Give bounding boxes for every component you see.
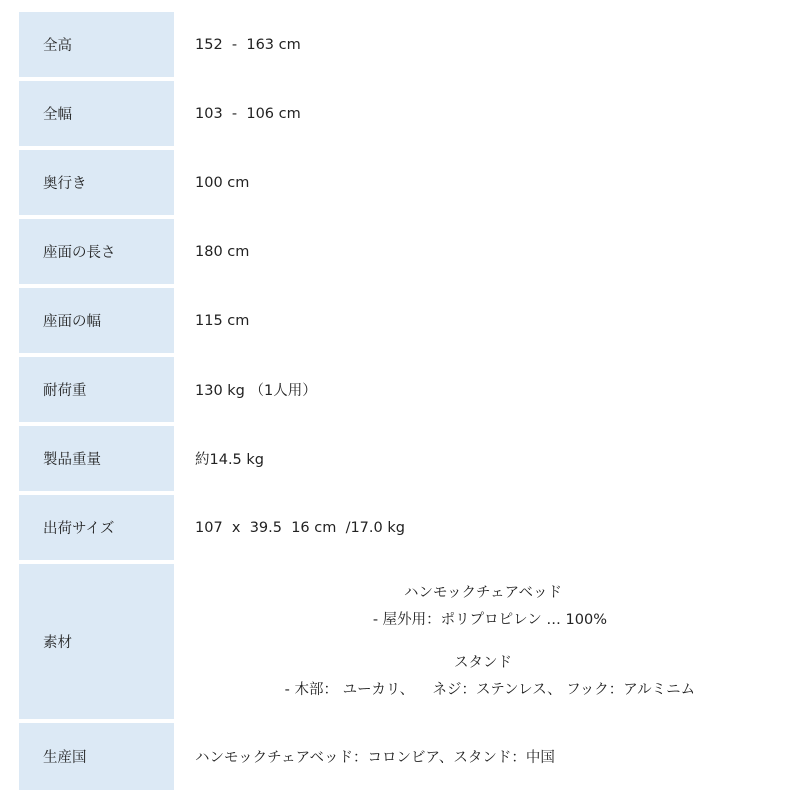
spec-row-width xyxy=(19,81,771,146)
spec-row-country-of-origin xyxy=(19,723,771,790)
spec-value: 180 cm xyxy=(195,243,250,260)
spec-row-seat-length xyxy=(19,219,771,284)
spec-table xyxy=(19,12,771,794)
spec-value: 107 x 39.5 16 cm /17.0 kg xyxy=(195,519,405,536)
spec-value: 103 - 106 cm xyxy=(195,105,301,122)
spec-row-product-weight xyxy=(19,426,771,491)
spec-value: 115 cm xyxy=(195,312,250,329)
spec-value: ハンモックチェアベッド：コロンビア、スタンド：中国 xyxy=(195,750,555,766)
spec-row-load-capacity xyxy=(19,357,771,422)
spec-label: 素材 xyxy=(19,564,174,719)
spec-label: 奥行き xyxy=(19,150,174,215)
spec-value: 130 kg （1人用） xyxy=(195,383,317,399)
material-stand-title: スタンド xyxy=(454,654,512,671)
spec-value: 約14.5 kg xyxy=(195,452,264,468)
spec-row-height xyxy=(19,12,771,77)
spec-label: 座面の長さ xyxy=(19,219,174,284)
spec-row-material xyxy=(19,564,771,719)
material-value xyxy=(174,564,771,719)
spec-label: 全高 xyxy=(19,12,174,77)
spec-row-seat-width xyxy=(19,288,771,353)
spec-label: 耐荷重 xyxy=(19,357,174,422)
material-stand-detail: - 木部： ユーカリ、 ネジ：ステンレス、 フック：アルミニム xyxy=(270,681,696,698)
material-hammock-title: ハンモックチェアベッド xyxy=(403,584,563,601)
spec-label: 生産国 xyxy=(19,723,174,790)
spec-value: 100 cm xyxy=(195,174,250,191)
spec-label: 全幅 xyxy=(19,81,174,146)
spec-label: 製品重量 xyxy=(19,426,174,491)
material-hammock-detail: - 屋外用：ポリプロピレン … 100% xyxy=(359,611,607,628)
spec-row-shipping-size xyxy=(19,495,771,560)
spec-label: 出荷サイズ xyxy=(19,495,174,560)
spec-label: 座面の幅 xyxy=(19,288,174,353)
spec-row-depth xyxy=(19,150,771,215)
spec-value: 152 - 163 cm xyxy=(195,36,301,53)
